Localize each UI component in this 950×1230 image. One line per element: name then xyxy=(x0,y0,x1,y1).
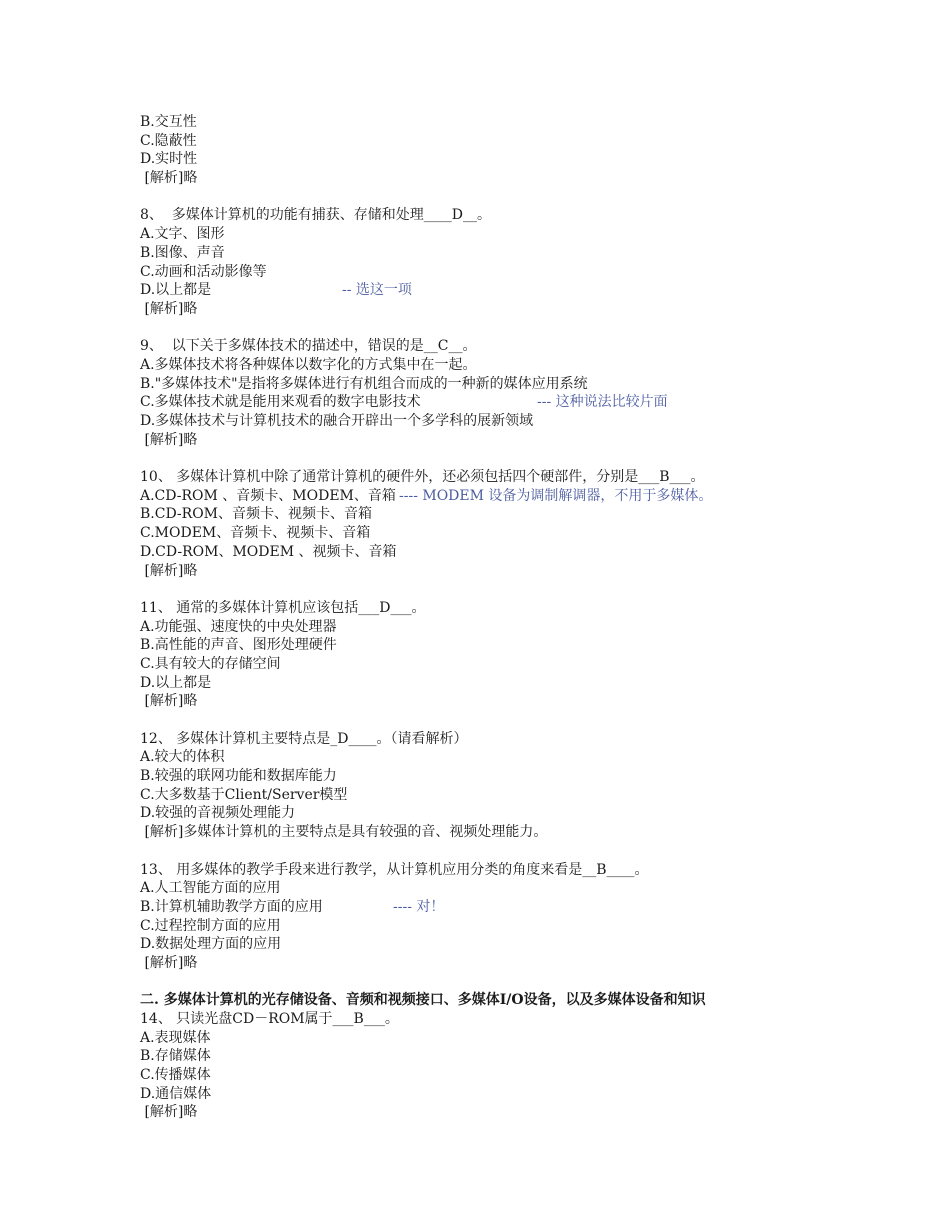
option-d: D.CD-ROM、MODEM 、视频卡、音箱 xyxy=(140,543,397,560)
option-d-row xyxy=(140,281,920,300)
question-10 xyxy=(140,468,920,580)
option-d: D.通信媒体 xyxy=(140,1085,212,1102)
option-c: C.大多数基于Client/Server模型 xyxy=(140,786,348,803)
question-text: 13、 用多媒体的教学手段来进行教学，从计算机应用分类的角度来看是__B____。 xyxy=(140,861,649,878)
question-13 xyxy=(140,861,920,973)
answer-note: ---- 对！ xyxy=(393,898,445,915)
option-a: A.功能强、速度快的中央处理器 xyxy=(140,618,337,635)
analysis: [解析]略 xyxy=(140,954,198,971)
answer-note: ---- MODEM 设备为调制解调器，不用于多媒体。 xyxy=(399,487,713,504)
option-a: A.较大的体积 xyxy=(140,749,225,766)
option-c: C.过程控制方面的应用 xyxy=(140,917,281,934)
analysis: [解析]略 xyxy=(140,693,198,710)
option-c: C.传播媒体 xyxy=(140,1067,211,1084)
analysis: [解析]略 xyxy=(140,562,198,579)
analysis: [解析]略 xyxy=(140,431,198,448)
question-text: 12、 多媒体计算机主要特点是_D____。（请看解析） xyxy=(140,730,468,747)
option-b: B.交互性 xyxy=(140,114,197,130)
question-text: 10、 多媒体计算机中除了通常计算机的硬件外，还必须包括四个硬部件，分别是___B___。 xyxy=(140,469,705,486)
question-11 xyxy=(140,599,920,711)
option-b: B.存储媒体 xyxy=(140,1048,211,1065)
question-text: 8、 多媒体计算机的功能有捕获、存储和处理____D__。 xyxy=(140,207,492,224)
question-9 xyxy=(140,337,920,449)
analysis: [解析]多媒体计算机的主要特点是具有较强的音、视频处理能力。 xyxy=(140,824,548,841)
option-b: B.计算机辅助教学方面的应用 xyxy=(140,898,323,915)
analysis: [解析]略 xyxy=(140,170,198,187)
option-a: A.表现媒体 xyxy=(140,1029,211,1046)
option-c: C.多媒体技术就是能用来观看的数字电影技术 xyxy=(140,394,421,411)
option-c: C.隐蔽性 xyxy=(140,132,197,149)
option-d: D.实时性 xyxy=(140,151,198,168)
option-d: D.数据处理方面的应用 xyxy=(140,936,282,953)
analysis: [解析]略 xyxy=(140,1104,198,1121)
question-14 xyxy=(140,1010,920,1122)
option-c: C.动画和活动影像等 xyxy=(140,263,267,280)
option-b: B.图像、声音 xyxy=(140,244,225,261)
option-c: C.MODEM、音频卡、视频卡、音箱 xyxy=(140,525,371,542)
option-d: D.以上都是 xyxy=(140,674,212,691)
question-text: 14、 只读光盘CD－ROM属于___B___。 xyxy=(140,1011,399,1027)
option-a: A.多媒体技术将各种媒体以数字化的方式集中在一起。 xyxy=(140,356,477,373)
option-d: D.以上都是 xyxy=(140,282,212,299)
question-text: 11、 通常的多媒体计算机应该包括___D___。 xyxy=(140,599,426,616)
question-12 xyxy=(140,730,920,842)
option-d: D.多媒体技术与计算机技术的融合开辟出一个多学科的展新领域 xyxy=(140,413,534,429)
option-b-row xyxy=(140,898,920,917)
option-d: D.较强的音视频处理能力 xyxy=(140,805,296,822)
document-page xyxy=(140,113,920,1122)
option-b: B."多媒体技术"是指将多媒体进行有机组合而成的一种新的媒体应用系统 xyxy=(140,375,588,392)
analysis: [解析]略 xyxy=(140,300,198,317)
question-8 xyxy=(140,206,920,318)
option-a: A.CD-ROM 、音频卡、MODEM、音箱 xyxy=(140,487,396,504)
prev-question-tail xyxy=(140,113,920,188)
option-a-row xyxy=(140,487,920,506)
section-heading: 二. 多媒体计算机的光存储设备、音频和视频接口、多媒体I/O设备，以及多媒体设备和知识 xyxy=(140,992,706,1009)
option-b: B.CD-ROM、音频卡、视频卡、音箱 xyxy=(140,506,373,523)
option-c: C.具有较大的存储空间 xyxy=(140,655,281,672)
option-c-row xyxy=(140,393,920,412)
answer-note: --- 这种说法比较片面 xyxy=(537,394,668,411)
option-a: A.文字、图形 xyxy=(140,226,225,243)
option-b: B.较强的联网功能和数据库能力 xyxy=(140,768,337,785)
answer-note: -- 选这一项 xyxy=(342,282,412,299)
option-b: B.高性能的声音、图形处理硬件 xyxy=(140,637,337,654)
option-a: A.人工智能方面的应用 xyxy=(140,880,281,897)
question-text: 9、 以下关于多媒体技术的描述中，错误的是__C__。 xyxy=(140,338,477,355)
